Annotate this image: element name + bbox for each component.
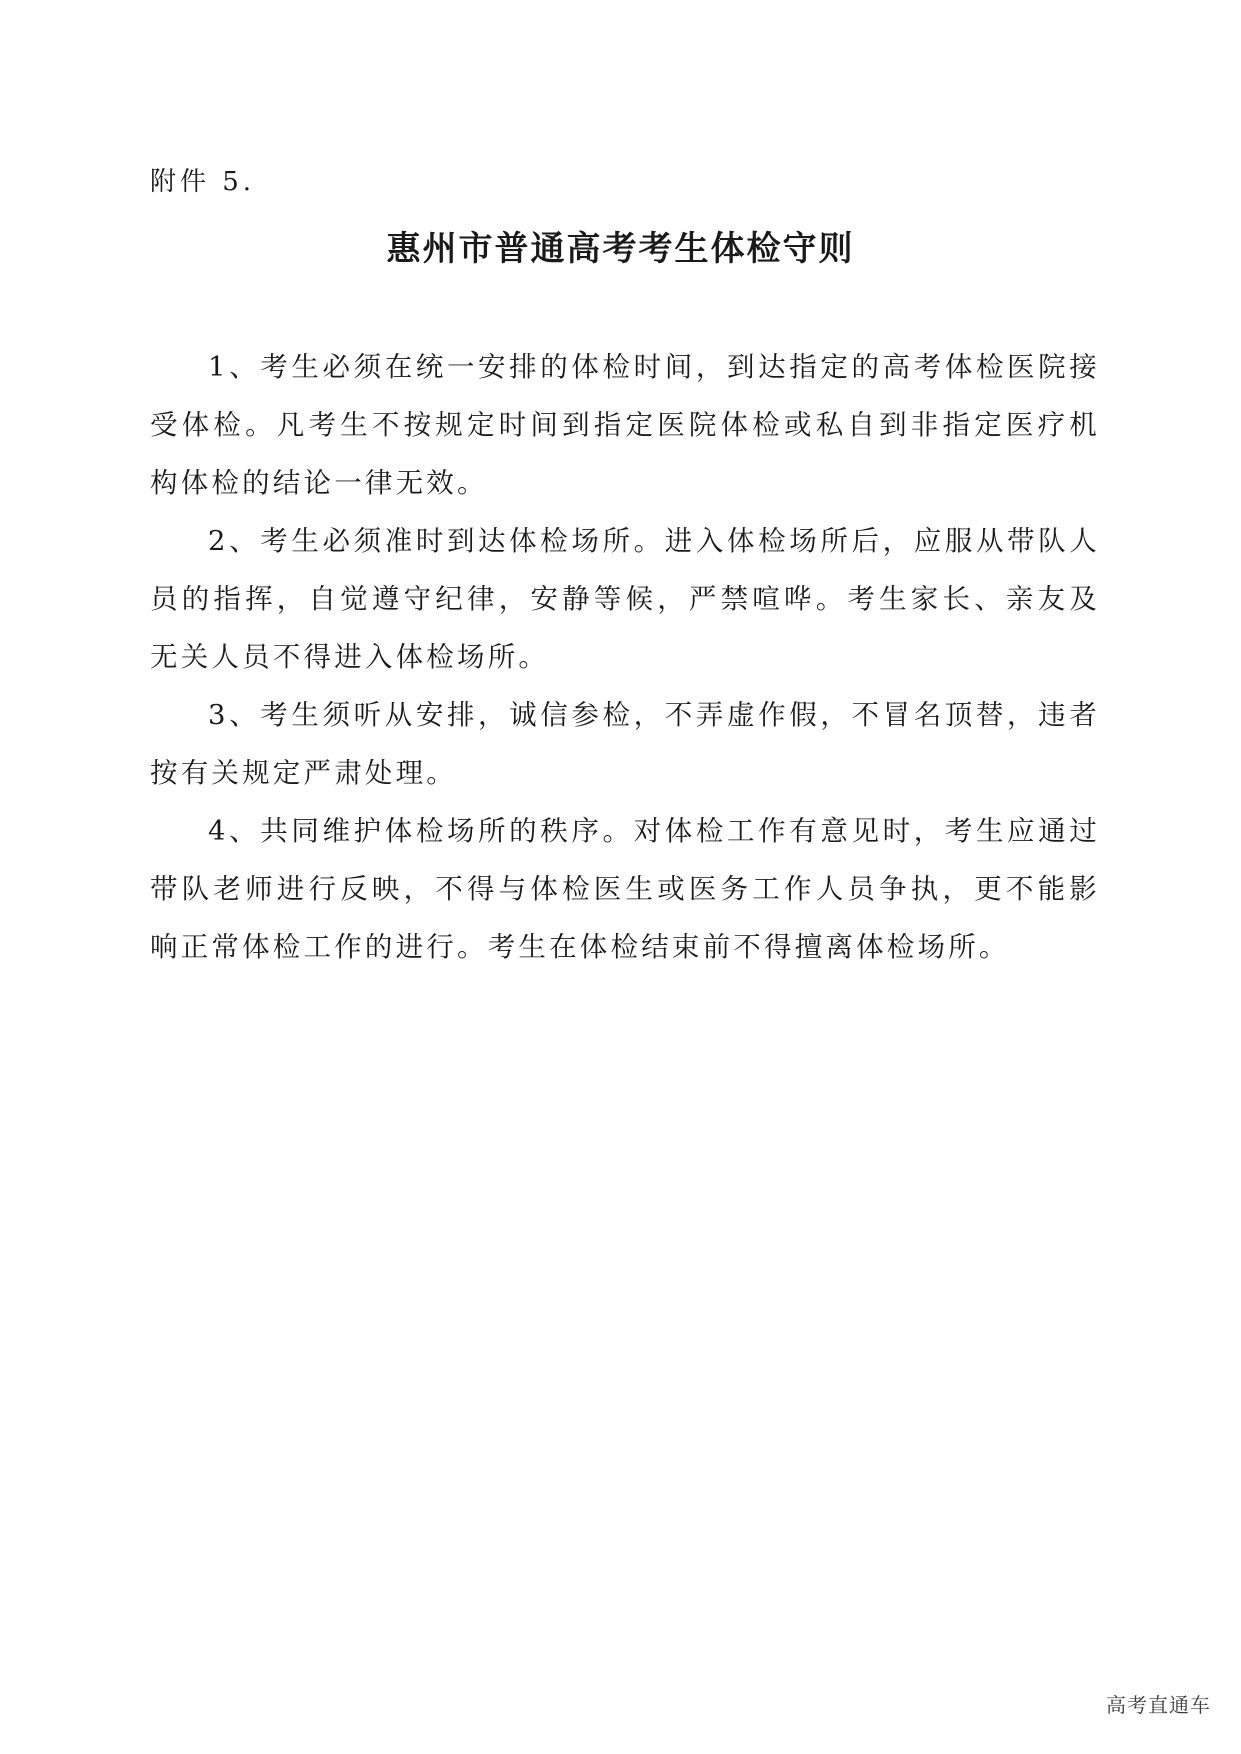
document-title: 惠州市普通高考考生体检守则 xyxy=(386,229,855,269)
rule-paragraph-2: 2、考生必须准时到达体检场所。进入体检场所后，应服从带队人员的指挥，自觉遵守纪律，安静等候，严禁喧哗。考生家长、亲友及无关人员不得进入体检场所。 xyxy=(150,525,1100,673)
rule-paragraph-4: 4、共同维护体检场所的秩序。对体检工作有意见时，考生应通过带队老师进行反映，不得与体检医生或医务工作人员争执，更不能影响正常体检工作的进行。考生在体检结束前不得擅离体检场所。 xyxy=(150,815,1100,963)
attachment-label: 附件 5. xyxy=(150,167,256,197)
rule-paragraph-1: 1、考生必须在统一安排的体检时间，到达指定的高考体检医院接受体检。凡考生不按规定时间到指定医院体检或私自到非指定医疗机构体检的结论一律无效。 xyxy=(150,351,1100,499)
document-body xyxy=(150,338,1100,976)
watermark: 高考直通车 xyxy=(1106,1693,1211,1717)
rule-paragraph-3: 3、考生须听从安排，诚信参检，不弄虚作假，不冒名顶替，违者按有关规定严肃处理。 xyxy=(150,699,1100,789)
